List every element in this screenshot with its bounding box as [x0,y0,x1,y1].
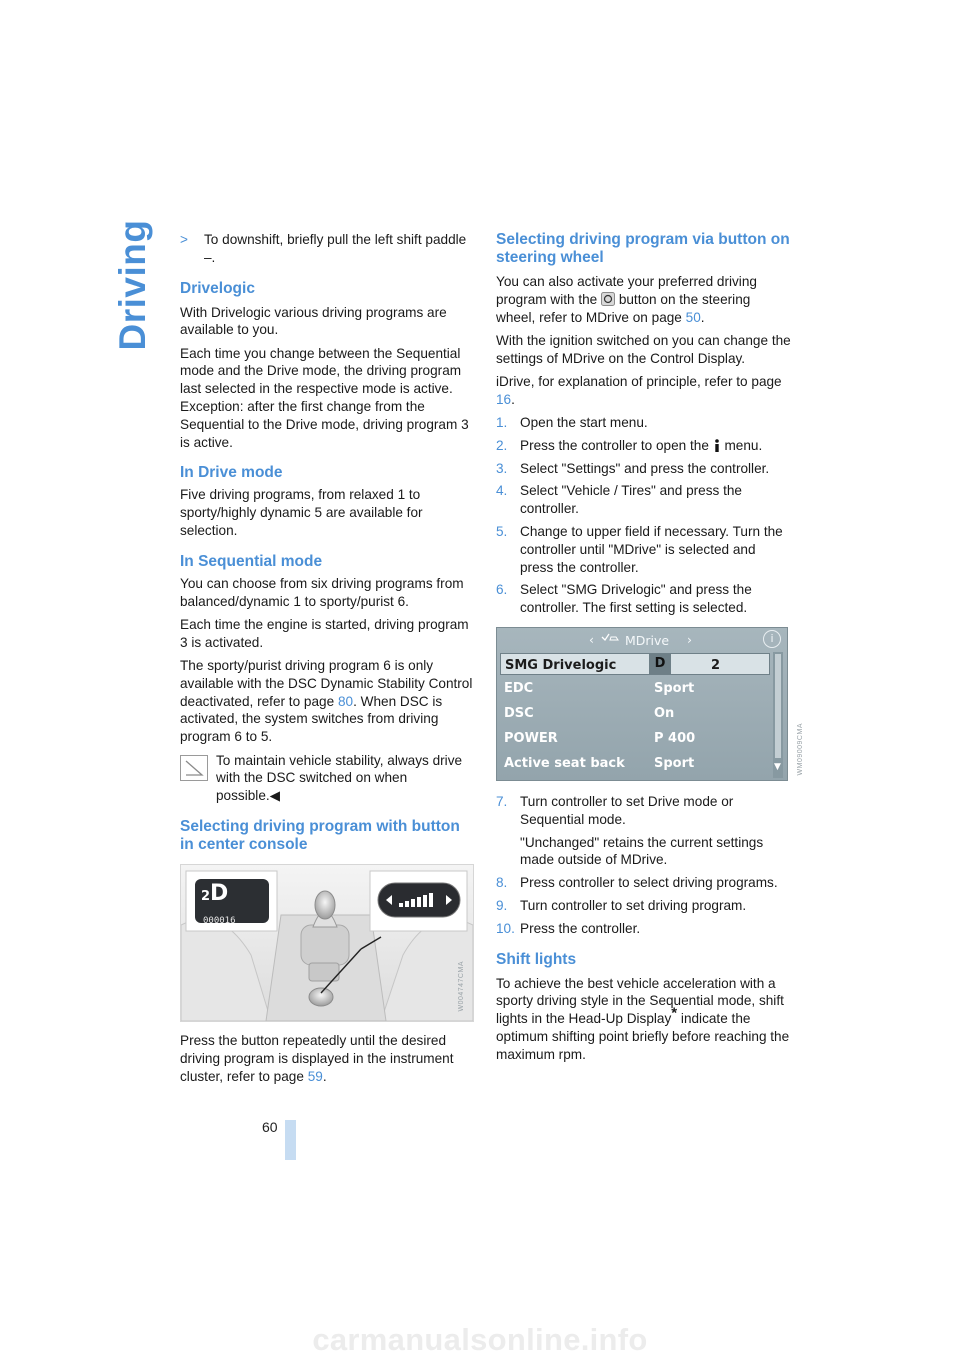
mdrive-row-label: SMG Drivelogic [505,658,617,674]
shift-lights-p1 [496,975,791,1064]
section-title: Driving [112,219,153,351]
optional-equipment-star: * [671,1004,678,1022]
mdrive-control-display [496,627,788,781]
caution-note-text: To maintain vehicle stability, always drive with the DSC switched on when possible. [216,752,463,804]
sequential-p3 [180,657,475,746]
center-console-p1 [180,1032,475,1085]
step-number: 3. [496,460,508,476]
caution-icon [180,755,208,781]
nav-left-icon[interactable]: ‹ [589,632,594,648]
step-2 [496,437,791,455]
sequential-p3-tail: . When DSC is activated, the system switches from driving program 6 to 5. [180,693,443,745]
step-text: Turn controller to set Drive mode or Sequential mode. [520,794,734,827]
page-number: 60 [262,1119,278,1135]
step-5 [496,523,791,576]
mdrive-image-code: WM09009CMA [797,723,804,776]
vehicle-check-icon [601,632,619,642]
heading-drivelogic: Drivelogic [180,279,255,297]
mdrive-row-selected[interactable] [500,653,770,675]
step-8 [496,874,791,892]
console-image-code: W004747CMA [458,960,466,1012]
page-number-bar [285,1120,296,1160]
step-number: 4. [496,483,508,499]
page-ref-50[interactable]: 50 [685,309,701,325]
step-number: 6. [496,582,508,598]
drive-mode-p1: Five driving programs, from relaxed 1 to sporty/highly dynamic 5 are available for selection. [180,487,423,539]
mdrive-row-label: EDC [504,681,534,697]
step-number: 7. [496,794,508,810]
step-text: Open the start menu. [520,415,648,431]
shift-lights-tail: indicate the optimum shifting point briefly before reaching the maximum rpm. [496,1011,790,1062]
step-text: Select "Settings" and press the controller. [520,460,770,476]
step-number: 2. [496,437,508,453]
sequential-p3-text: The sporty/purist driving program 6 is only available with the DSC Dynamic Stability Control deactivated, refer to page [180,658,473,709]
step-number: 10. [496,920,515,936]
step-7-sub: "Unchanged" retains the current settings made outside of MDrive. [520,834,764,868]
step-number: 5. [496,524,508,540]
mdrive-row-value: P 400 [654,731,696,747]
heading-sequential-mode: In Sequential mode [180,552,323,570]
mdrive-header [497,628,787,650]
steering-p3-text: iDrive, for explanation of principle, refer to page [496,373,782,389]
mdrive-row[interactable] [500,752,770,774]
step-text: Select "SMG Drivelogic" and press the controller. The first setting is selected. [520,582,752,616]
mdrive-row-label: POWER [504,731,558,747]
step-number: 9. [496,898,508,914]
right-column [496,231,804,1069]
heading-drive-mode: In Drive mode [180,464,283,482]
mdrive-row-label: DSC [504,706,534,722]
mdrive-row[interactable] [500,677,770,699]
step-text-tail: menu. [724,437,763,453]
mdrive-scrollbar[interactable] [773,652,783,778]
step-text: Press the controller. [520,920,641,936]
mdrive-row-value: On [654,706,675,722]
mdrive-row-value: 2 [711,658,721,674]
mdrive-screen-figure [496,627,804,783]
steering-p2: With the ignition switched on you can change the settings of MDrive on the Control Display. [496,332,791,366]
watermark [0,1322,960,1358]
shift-lights-text: To achieve the best vehicle acceleration with a sporty driving style in the Sequential mode, shift lights in the Head-Up Display [496,975,784,1027]
mdrive-row-mode: D [649,654,671,674]
mdrive-title: MDrive [625,633,670,649]
heading-center-console: Selecting driving program with button in center console [180,817,460,853]
step-4 [496,482,791,518]
caution-note [180,752,475,805]
drivelogic-p1: With Drivelogic various driving programs are available to you. [180,304,447,338]
info-menu-icon [713,439,721,452]
steering-p3 [496,373,791,409]
watermark-text: carmanualsonline.info [312,1322,648,1357]
heading-steering-wheel: Selecting driving program via button on steering wheel [496,231,790,266]
downshift-bullet [180,231,475,267]
steering-p1 [496,273,791,326]
step-9 [496,897,791,915]
page-ref-16[interactable]: 16 [496,391,512,407]
step-number: 8. [496,875,508,891]
cluster-program: 2 [201,888,211,904]
heading-shift-lights: Shift lights [496,950,577,968]
bullet-text: To downshift, briefly pull the left shift paddle –. [204,232,467,265]
step-text: Change to upper field if necessary. Turn the controller until "MDrive" is selected and press the controller. [520,524,783,575]
sequential-p1: You can choose from six driving programs from balanced/dynamic 1 to sporty/purist 6. [180,575,464,609]
sequential-p2: Each time the engine is started, driving program 3 is activated. [180,616,469,650]
cluster-display [201,880,229,906]
step-3 [496,460,791,478]
page-ref-80[interactable]: 80 [337,693,354,709]
center-console-p1-text: Press the button repeatedly until the desired driving program is displayed in the instrument cluster, refer to page [180,1032,454,1084]
steering-p1-end: . [700,309,705,325]
step-7 [496,793,791,869]
step-text: Press controller to select driving programs. [520,875,778,891]
info-icon[interactable]: i [763,630,781,648]
step-10 [496,920,791,938]
cluster-gear: D [210,880,229,906]
mdrive-row-value: Sport [654,756,695,772]
cluster-odometer: 000016 [203,915,236,926]
step-1 [496,414,791,432]
drivelogic-p2: Each time you change between the Sequential mode and the Drive mode, the driving program last selected in the respective mode is active. Exception: after the first change from the Sequential to the Drive mode, driving program 3 is active. [180,345,469,450]
steering-p1-mid: button on the steering wheel, refer to MDrive on page [496,291,751,325]
nav-right-icon[interactable]: › [687,632,692,648]
mdrive-row-value: Sport [654,681,695,697]
scrollbar-thumb[interactable] [775,654,781,758]
mdrive-row-label: Active seat back [504,756,625,772]
mdrive-button-icon [601,292,615,306]
section-title-vertical [108,219,158,351]
step-6 [496,581,791,617]
steering-p1-text: You can also activate your preferred driving program with the [496,274,757,307]
step-text: Select "Vehicle / Tires" and press the controller. [520,483,742,517]
step-text: Turn controller to set driving program. [520,898,747,914]
mdrive-row[interactable] [500,702,770,724]
left-column [180,231,475,1091]
center-console-p1-tail: . [322,1068,327,1084]
page-ref-59[interactable]: 59 [307,1068,323,1084]
scroll-down-icon[interactable]: ▼ [774,762,781,773]
step-number: 1. [496,415,508,431]
mdrive-row[interactable] [500,727,770,749]
note-end-mark: ◀ [269,788,281,804]
center-console-figure [180,864,474,1022]
step-text: Press the controller to open the [520,437,709,453]
bullet-marker: > [180,232,188,247]
steering-p3-tail: . [511,391,515,407]
